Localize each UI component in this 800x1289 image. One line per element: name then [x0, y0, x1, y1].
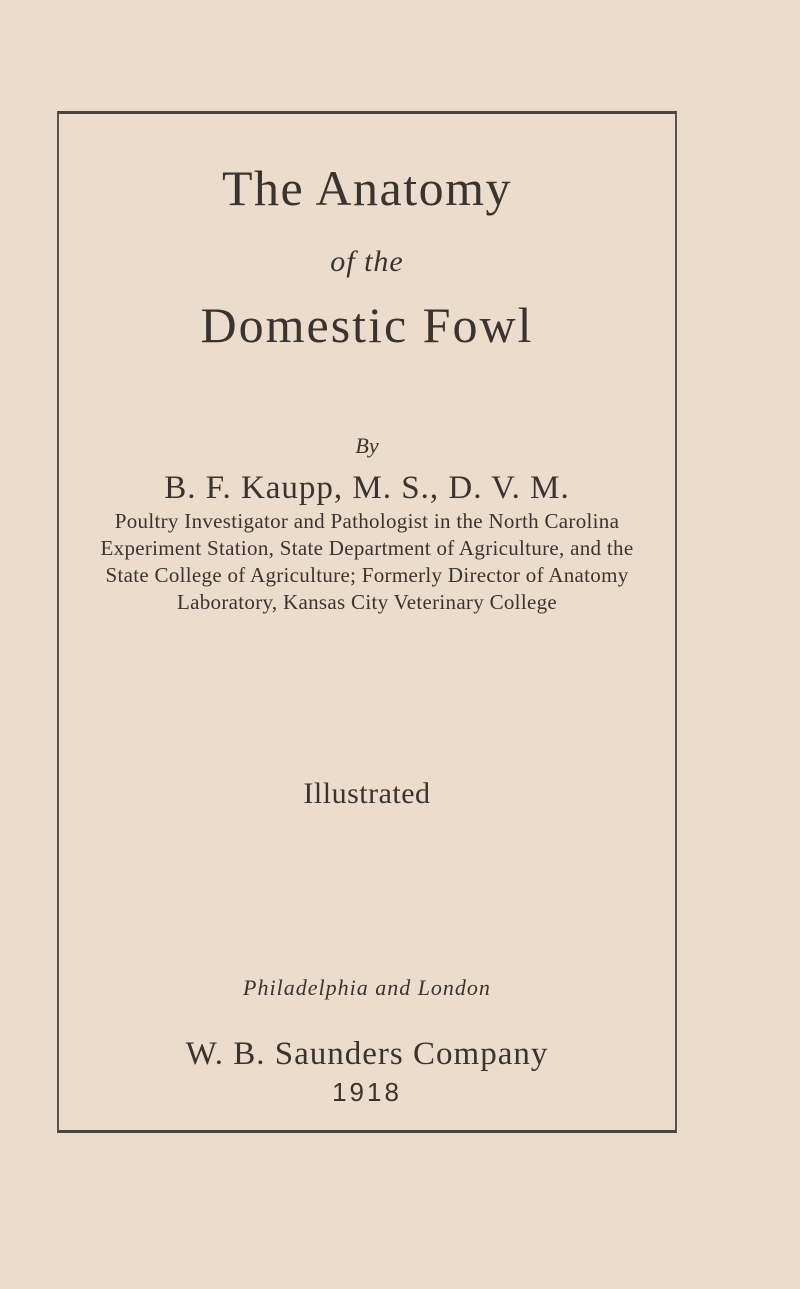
title-connector: of the: [330, 245, 404, 278]
author-name: B. F. Kaupp, M. S., D. V. M.: [164, 470, 570, 506]
illustrated-note: Illustrated: [303, 777, 431, 810]
publication-year: 1918: [332, 1077, 402, 1107]
affiliation-line: Experiment Station, State Department of Agriculture, and the: [100, 536, 634, 560]
book-subtitle: Domestic Fowl: [200, 297, 534, 353]
author-affiliation: [57, 508, 677, 616]
publisher-name: W. B. Saunders Company: [185, 1036, 549, 1072]
affiliation-line: State College of Agriculture; Formerly Director of Anatomy: [105, 563, 629, 587]
book-title: The Anatomy: [221, 160, 513, 216]
affiliation-line: Laboratory, Kansas City Veterinary College: [177, 590, 557, 614]
affiliation-line: Poultry Investigator and Pathologist in the North Carolina: [114, 509, 620, 533]
byline-label: By: [355, 433, 379, 458]
publication-place: Philadelphia and London: [243, 975, 491, 1000]
